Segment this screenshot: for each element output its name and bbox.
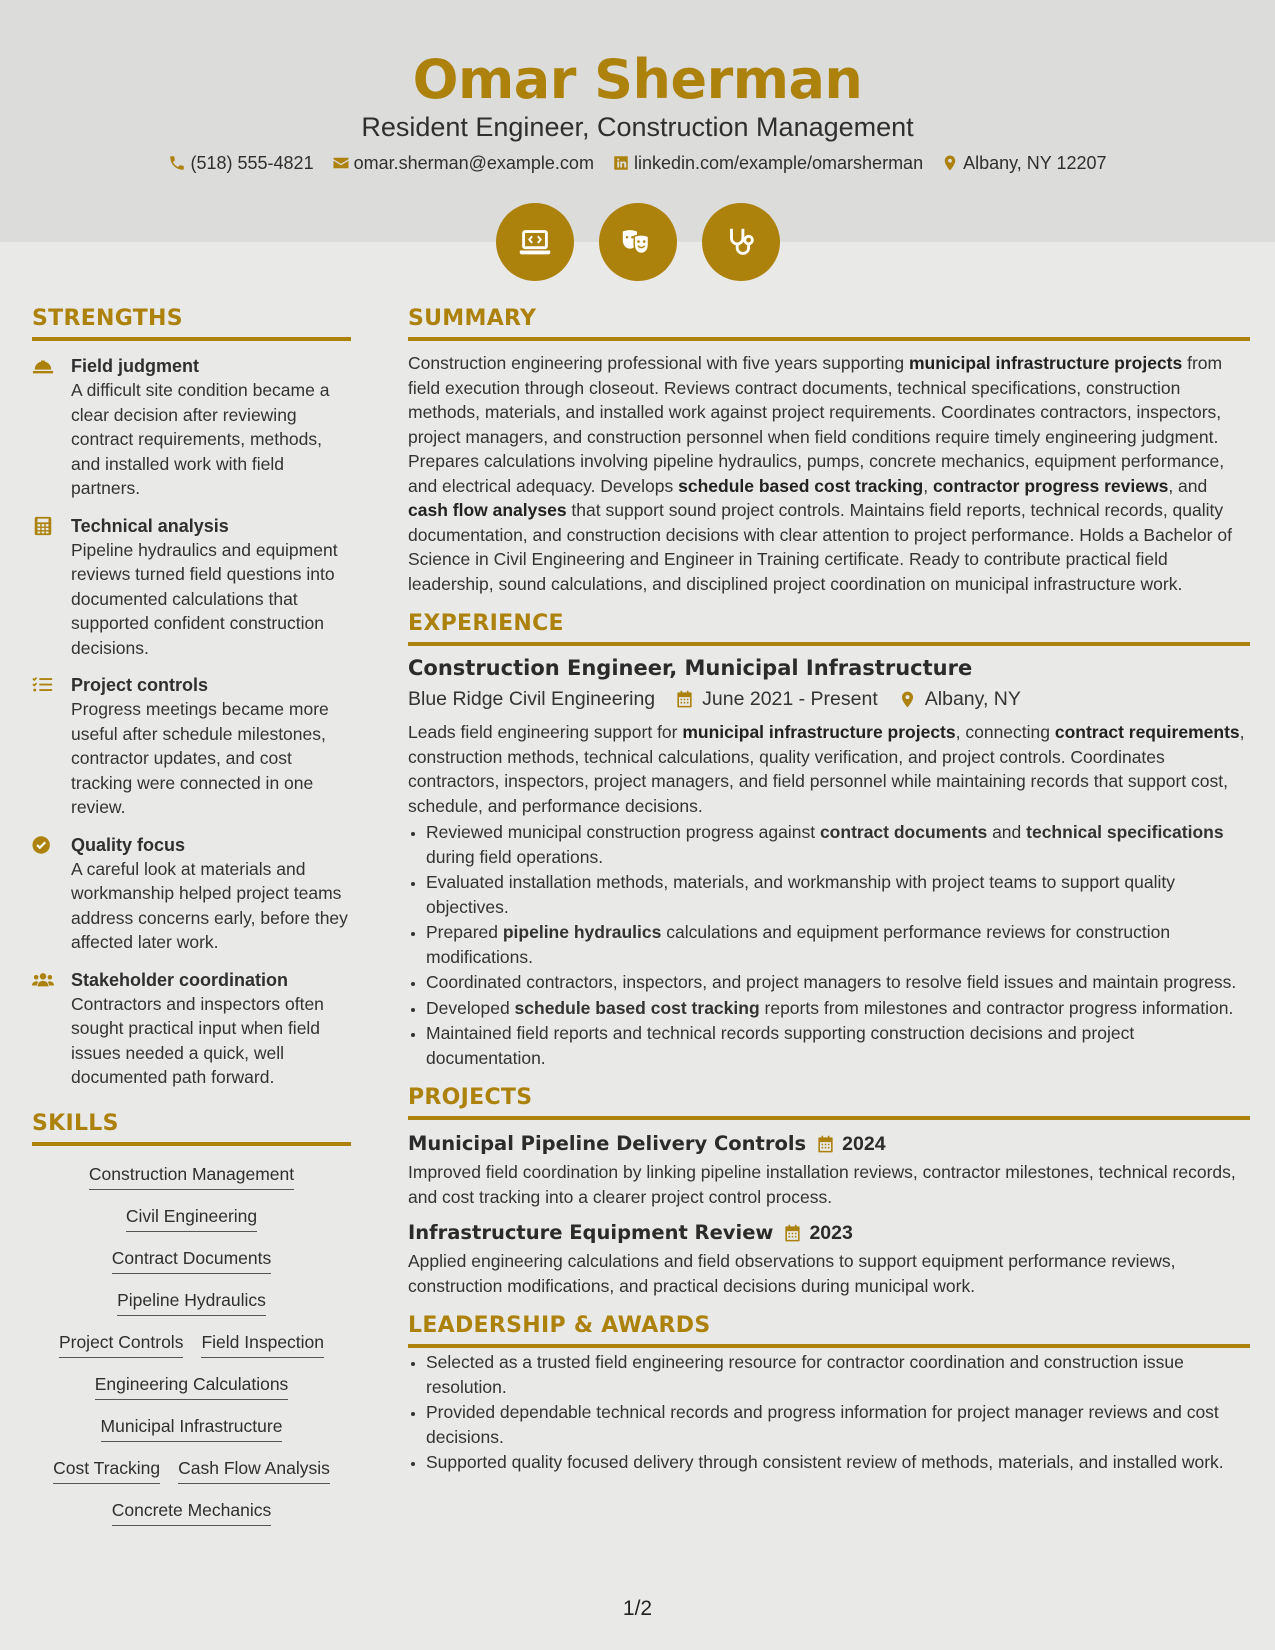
job-bullet: • Coordinated contractors, inspectors, and project managers to resolve field issues and maintain progress. — [426, 970, 1250, 995]
email-text[interactable]: omar.sherman@example.com — [353, 153, 594, 173]
list-check-icon — [32, 675, 54, 695]
skill-tag: Contract Documents — [112, 1246, 272, 1274]
skill-row — [53, 1456, 330, 1484]
page-number: 1/2 — [622, 1597, 653, 1620]
strength-item — [32, 968, 351, 1090]
summary-heading: SUMMARY — [408, 305, 1250, 341]
job-bullet: • Reviewed municipal construction progress against contract documents and technical specifications during field operations. — [426, 820, 1250, 869]
skill-tag: Field Inspection — [201, 1330, 324, 1358]
strength-desc: Pipeline hydraulics and equipment reviews turned field questions into documented calculations that supported confident construction decisions. — [71, 539, 338, 658]
skill-tag: Municipal Infrastructure — [101, 1414, 283, 1442]
strength-desc: A careful look at materials and workmanship helped project teams address concerns early, before they affected later work. — [71, 858, 348, 952]
skill-tag: Pipeline Hydraulics — [117, 1288, 266, 1316]
skill-tag: Concrete Mechanics — [112, 1498, 272, 1526]
laptop-code-icon — [496, 203, 574, 281]
contact-linkedin[interactable] — [612, 151, 923, 175]
skill-tag: Civil Engineering — [126, 1204, 257, 1232]
job-title-text: Construction Engineer, Municipal Infrastructure — [408, 656, 973, 680]
strength-title: Technical analysis — [71, 515, 229, 536]
strength-desc: A difficult site condition became a clear decision after reviewing contract requirements, methods, and installed work with field partners. — [71, 380, 330, 498]
phone-text: (518) 555-4821 — [190, 153, 314, 173]
summary-emphasis: contractor progress reviews — [932, 475, 1169, 496]
project-item — [408, 1130, 1250, 1209]
skill-row — [89, 1162, 294, 1190]
skill-tag: Cost Tracking — [53, 1456, 160, 1484]
linkedin-icon — [612, 154, 630, 172]
job-bullet: • Evaluated installation methods, materials, and workmanship with project teams to support quality objectives. — [426, 870, 1250, 919]
skill-tag: Construction Management — [89, 1162, 294, 1190]
strength-title: Quality focus — [71, 834, 186, 855]
strength-desc: Contractors and inspectors often sought practical input when field issues needed a quick, well documented path forward. — [71, 993, 324, 1087]
calendar-icon — [783, 1224, 802, 1243]
candidate-name: Omar Sherman — [412, 48, 863, 111]
contact-bar — [0, 151, 1275, 175]
job-dates: June 2021 - Present — [702, 688, 878, 710]
skill-tag: Engineering Calculations — [95, 1372, 289, 1400]
interest-badges — [0, 203, 1275, 281]
strength-title: Project controls — [71, 675, 209, 695]
strength-item — [32, 673, 351, 820]
strength-desc: Progress meetings became more useful after schedule milestones, contractor updates, and cost tracking were connected in one review. — [71, 699, 329, 817]
location-text: Albany, NY 12207 — [963, 153, 1107, 173]
skill-row — [112, 1246, 272, 1274]
skills-heading: SKILLS — [32, 1110, 351, 1146]
bullet-emphasis: technical specifications — [1026, 822, 1224, 842]
project-item — [408, 1219, 1250, 1298]
right-column — [408, 305, 1250, 1476]
summary-text: Construction engineering professional with five years supporting municipal infrastructure projects from field execution through closeout. Reviews contract documents, technical specifications, construction methods, materials, and installed work against project requirements. Coordinates contractors, inspectors, project managers, and construction personnel when field conditions require timely engineering judgment. Prepares calculations involving pipeline hydraulics, pumps, concrete mechanics, equipment performance, and electrical adequacy. Develops schedule based cost tracking, contractor progress reviews, and cash flow analyses that support sound project controls. Maintains field reports, technical records, quality documentation, and construction decisions with clear attention to project performance. Holds a Bachelor of Science in Civil Engineering and Engineer in Training certificate. Ready to contribute practical field leadership, sound calculations, and disciplined project coordination on municipal infrastructure work. — [408, 353, 1232, 594]
strength-title: Stakeholder coordination — [71, 969, 289, 990]
skill-row — [59, 1330, 324, 1358]
job-location: Albany, NY — [924, 688, 1021, 710]
strength-title: Field judgment — [71, 356, 199, 376]
contact-phone — [168, 151, 313, 175]
bullet-emphasis: contract documents — [819, 822, 988, 842]
stethoscope-icon — [702, 203, 780, 281]
company-name: Blue Ridge Civil Engineering — [408, 688, 656, 710]
map-pin-icon — [941, 154, 959, 172]
phone-icon — [168, 154, 186, 172]
job-bullets — [408, 820, 1250, 1070]
job-desc-emphasis: municipal infrastructure projects — [682, 722, 956, 742]
project-name: Municipal Pipeline Delivery Controls — [408, 1132, 807, 1155]
leadership-heading: LEADERSHIP & AWARDS — [408, 1312, 1250, 1348]
bullet-emphasis: pipeline hydraulics — [502, 922, 662, 942]
leadership-item: • Supported quality focused delivery through consistent review of methods, materials, and installed work. — [426, 1450, 1250, 1475]
leadership-item: • Provided dependable technical records and progress information for project manager reviews and cost decisions. — [426, 1400, 1250, 1449]
project-desc: Applied engineering calculations and field observations to support equipment performance reviews, construction modifications, and practical decisions during municipal work. — [408, 1251, 1176, 1296]
job-title — [408, 654, 1250, 682]
skill-row — [126, 1204, 257, 1232]
skill-tag: Cash Flow Analysis — [178, 1456, 330, 1484]
project-name: Infrastructure Equipment Review — [408, 1221, 774, 1244]
summary-emphasis: municipal infrastructure projects — [908, 353, 1183, 373]
envelope-icon — [332, 154, 350, 172]
skills-list — [32, 1156, 351, 1526]
hard-hat-icon — [32, 356, 54, 376]
strength-item — [32, 514, 351, 661]
candidate-role: Resident Engineer, Construction Management — [361, 112, 914, 142]
job-bullet: • Prepared pipeline hydraulics calculations and equipment performance reviews for construction modifications. — [426, 920, 1250, 969]
job-meta — [408, 686, 1250, 712]
left-column — [32, 305, 351, 1526]
job-bullet: • Developed schedule based cost tracking reports from milestones and contractor progress information. — [426, 996, 1250, 1021]
strength-item — [32, 354, 351, 501]
leadership-list — [408, 1350, 1250, 1475]
skill-tag: Project Controls — [59, 1330, 184, 1358]
strength-item — [32, 833, 351, 955]
project-desc: Improved field coordination by linking pipeline installation reviews, contractor milestones, technical records, and cost tracking into a clearer project control process. — [408, 1162, 1236, 1207]
map-pin-icon — [898, 690, 917, 709]
job-desc-emphasis: contract requirements — [1054, 722, 1240, 742]
calendar-icon — [816, 1135, 835, 1154]
job-description: Leads field engineering support for municipal infrastructure projects, connecting contract requirements, construction methods, technical calculations, quality verification, and project controls. Coordinates contractors, inspectors, project managers, and field personnel while maintaining records that support cost, schedule, and performance decisions. — [408, 722, 1245, 816]
strengths-heading: STRENGTHS — [32, 305, 351, 341]
leadership-item: • Selected as a trusted field engineering resource for contractor coordination and construction issue resolution. — [426, 1350, 1250, 1399]
calculator-icon — [32, 516, 54, 536]
project-year: 2024 — [842, 1133, 886, 1155]
summary-emphasis: schedule based cost tracking — [678, 475, 924, 496]
calendar-icon — [675, 690, 694, 709]
users-icon — [32, 970, 54, 990]
skill-row — [112, 1498, 272, 1526]
contact-location — [941, 151, 1106, 175]
skill-row — [101, 1414, 283, 1442]
skill-row — [95, 1372, 289, 1400]
bullet-emphasis: schedule based cost tracking — [514, 997, 760, 1018]
projects-heading: PROJECTS — [408, 1084, 1250, 1120]
project-year: 2023 — [809, 1222, 853, 1244]
linkedin-text[interactable]: linkedin.com/example/omarsherman — [633, 153, 924, 173]
summary-emphasis: cash flow analyses — [408, 500, 567, 520]
skill-row — [117, 1288, 266, 1316]
job-bullet: • Maintained field reports and technical records supporting construction decisions and project documentation. — [426, 1021, 1250, 1070]
experience-heading: EXPERIENCE — [408, 610, 1250, 646]
theater-masks-icon — [599, 203, 677, 281]
contact-email[interactable] — [332, 151, 594, 175]
check-circle-icon — [32, 835, 54, 855]
